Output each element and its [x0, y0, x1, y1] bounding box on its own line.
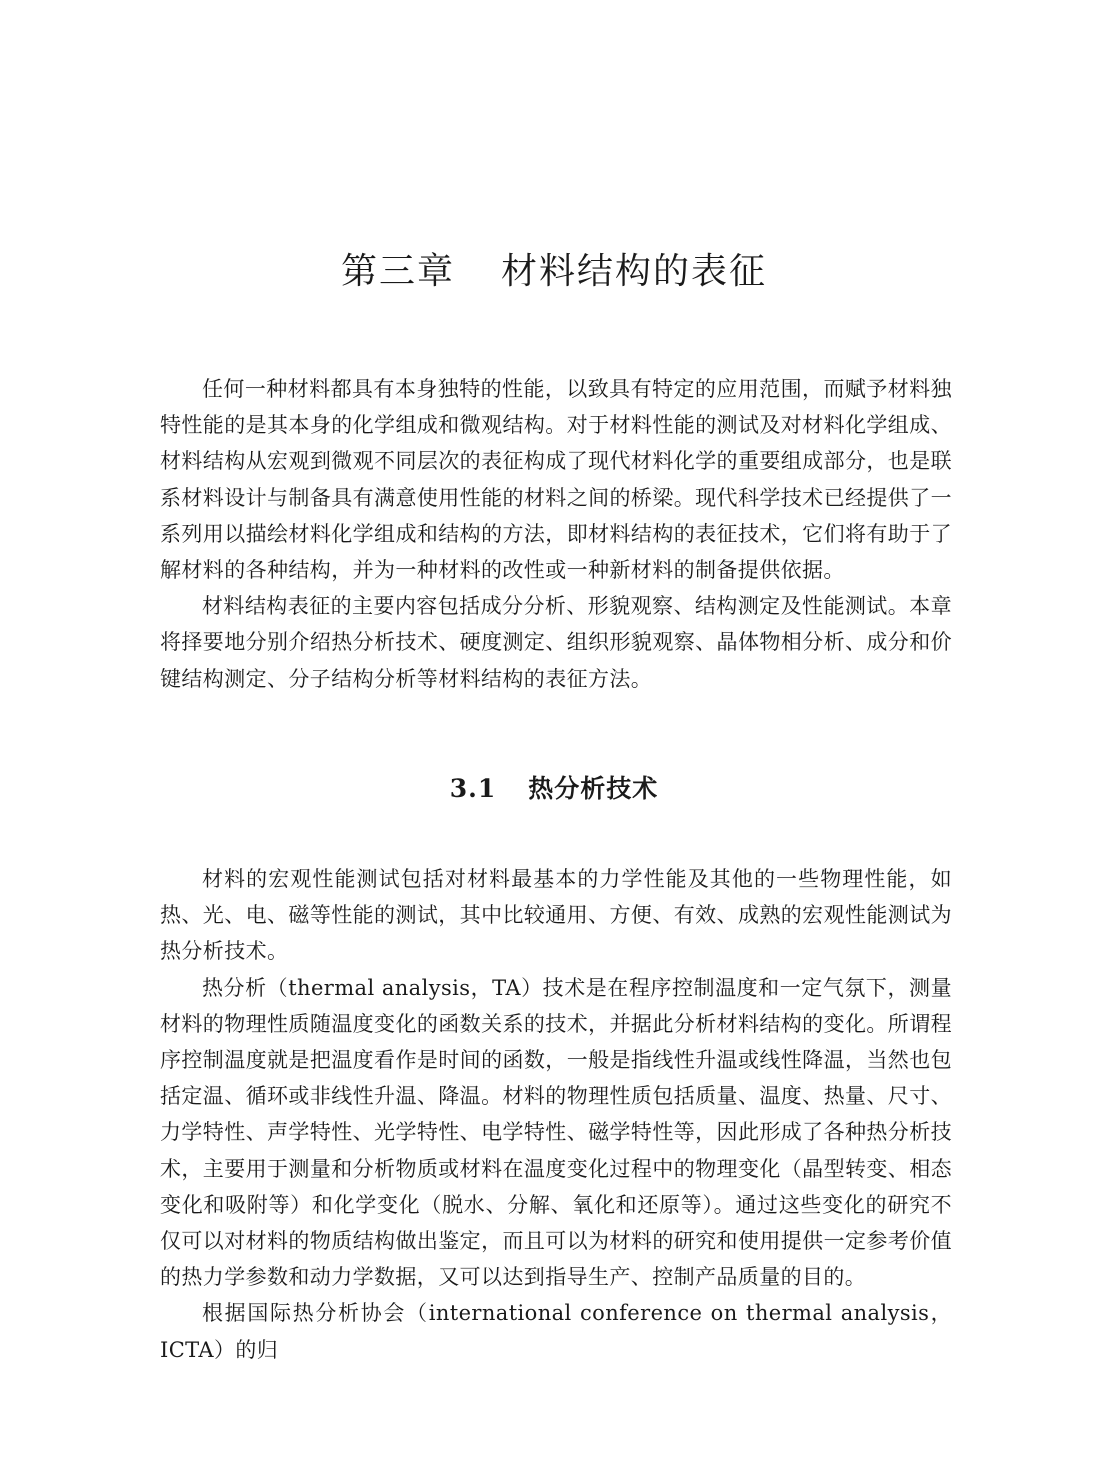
section-paragraph-2: 热分析（thermal analysis，TA）技术是在程序控制温度和一定气氛下，测量材料的物理性质随温度变化的函数关系的技术，并据此分析材料结构的变化。所谓程序控制温度就是把温度看作是时间的函数，一般是指线性升温或线性降温，当然也包括定温、循环或非线性升温、降温。材料的物理性质包括质量、温度、热量、尺寸、力学特性、声学特性、光学特性、电学特性、磁学特性等，因此形成了各种热分析技术，主要用于测量和分析物质或材料在温度变化过程中的物理变化（晶型转变、相态变化和吸附等）和化学变化（脱水、分解、氧化和还原等）。通过这些变化的研究不仅可以对材料的物质结构做出鉴定，而且可以为材料的研究和使用提供一定参考价值的热力学参数和动力学数据，又可以达到指导生产、控制产品质量的目的。: [160, 975, 952, 1290]
chapter-title: [0, 244, 1108, 300]
section-name: 热分析技术: [528, 774, 659, 803]
chapter-number: 第三章: [340, 251, 455, 292]
section-body: [160, 861, 952, 1368]
section-heading: [0, 769, 1108, 809]
section-number: 3.1: [449, 774, 497, 803]
intro-paragraph-2: 材料结构表征的主要内容包括成分分析、形貌观察、结构测定及性能测试。本章将择要地分别介绍热分析技术、硬度测定、组织形貌观察、晶体物相分析、成分和价键结构测定、分子结构分析等材料结构的表征方法。: [160, 594, 952, 691]
section-paragraph-1: 材料的宏观性能测试包括对材料最基本的力学性能及其他的一些物理性能，如热、光、电、磁等性能的测试，其中比较通用、方便、有效、成熟的宏观性能测试为热分析技术。: [160, 867, 952, 964]
intro-paragraph-1: 任何一种材料都具有本身独特的性能，以致具有特定的应用范围，而赋予材料独特性能的是其本身的化学组成和微观结构。对于材料性能的测试及对材料化学组成、材料结构从宏观到微观不同层次的表征构成了现代材料化学的重要组成部分，也是联系材料设计与制备具有满意使用性能的材料之间的桥梁。现代科学技术已经提供了一系列用以描绘材料化学组成和结构的方法，即材料结构的表征技术，它们将有助于了解材料的各种结构，并为一种材料的改性或一种新材料的制备提供依据。: [160, 377, 952, 583]
section-paragraph-3: 根据国际热分析协会（international conference on thermal analysis，ICTA）的归: [160, 1301, 952, 1362]
chapter-name: 材料结构的表征: [501, 251, 768, 292]
chapter-intro: [160, 371, 952, 697]
